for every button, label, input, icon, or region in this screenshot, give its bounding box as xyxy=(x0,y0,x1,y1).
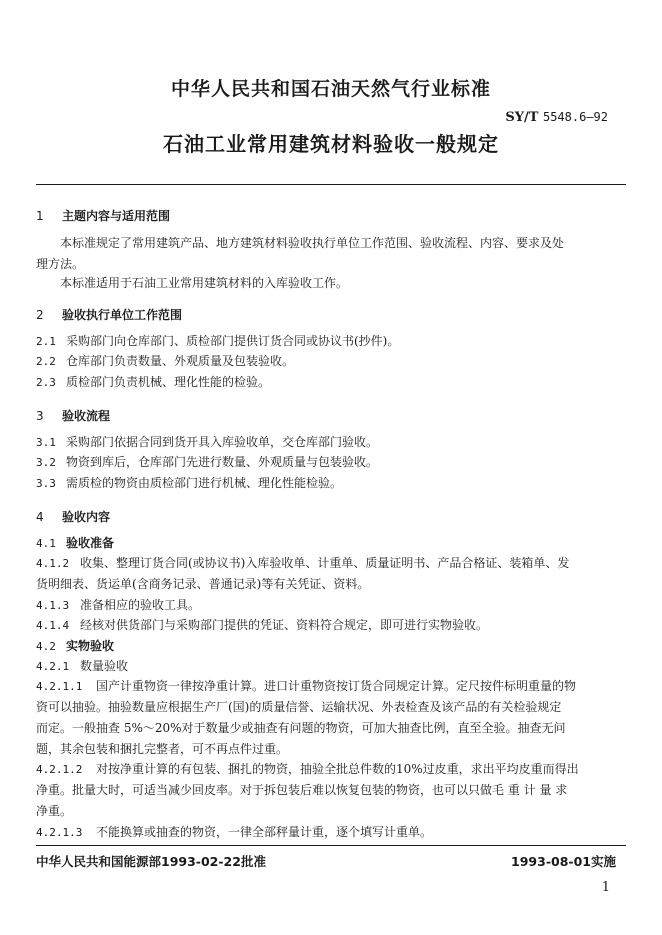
clause-text: 仓库部门负责数量、外观质量及包装验收。 xyxy=(66,354,295,368)
section-3-title: 验收流程 xyxy=(62,409,111,423)
clause-3-3 xyxy=(36,474,342,491)
section-1-paragraph-1-line-1: 本标准规定了常用建筑产品、地方建筑材料验收执行单位工作范围、验收流程、内容、要求及处 xyxy=(60,236,565,250)
clause-number: 3.3 xyxy=(36,477,56,490)
clause-4-1-3 xyxy=(36,596,200,613)
section-3-heading xyxy=(36,407,110,424)
section-4-title: 验收内容 xyxy=(62,510,111,524)
clause-4-1-4 xyxy=(36,616,488,633)
clause-text: 国产计重物资一律按净重计算。进口计重物资按订货合同规定计算。定尺按件标明重量的物 xyxy=(96,679,577,693)
clause-text: 物资到库后，仓库部门先进行数量、外观质量与包装验收。 xyxy=(66,455,379,469)
clause-4-2-1-2-line-3: 净重。 xyxy=(36,804,73,818)
section-3-number: 3 xyxy=(36,409,44,423)
section-1-paragraph-2: 本标准适用于石油工业常用建筑材料的入库验收工作。 xyxy=(60,276,349,290)
section-4-heading xyxy=(36,508,110,525)
section-2-heading xyxy=(36,306,182,323)
clause-title: 验收准备 xyxy=(66,536,115,550)
clause-4-2-1-1-line-1 xyxy=(36,677,576,694)
clause-4-2-1-3 xyxy=(36,823,432,840)
clause-number: 3.2 xyxy=(36,456,56,469)
clause-text: 对按净重计算的有包装、捆扎的物资，抽验全批总件数的10%过皮重，求出平均皮重而得出 xyxy=(96,762,579,776)
subsection-4-1 xyxy=(36,534,114,551)
clause-number: 2.3 xyxy=(36,376,56,389)
industry-standard-heading: 中华人民共和国石油天然气行业标准 xyxy=(170,78,491,100)
subsection-4-2 xyxy=(36,637,114,654)
clause-4-2-1-2-line-2: 净重。批量大时，可适当减少回皮率。对于拆包装后难以恢复包装的物资，也可以只做毛 重 计 量 求 xyxy=(36,783,568,797)
clause-number: 4.1.4 xyxy=(36,619,70,632)
clause-text: 收集、整理订货合同(或协议书)入库验收单、计重单、质量证明书、产品合格证、装箱单、发 xyxy=(80,556,570,570)
clause-2-2 xyxy=(36,352,294,369)
clause-title: 实物验收 xyxy=(66,639,115,653)
document-title: 石油工业常用建筑材料验收一般规定 xyxy=(163,132,499,156)
clause-text: 采购部门依据合同到货开具入库验收单，交仓库部门验收。 xyxy=(66,435,379,449)
clause-number: 4.2 xyxy=(36,640,56,653)
clause-2-1 xyxy=(36,332,399,349)
clause-number: 4.2.1.1 xyxy=(36,680,83,693)
clause-number: 2.2 xyxy=(36,355,56,368)
clause-3-1 xyxy=(36,433,378,450)
footer-divider xyxy=(36,845,626,846)
approval-note: 中华人民共和国能源部1993-02-22批准 xyxy=(36,854,266,869)
standard-code-number: 5548.6—92 xyxy=(542,110,608,124)
section-2-title: 验收执行单位工作范围 xyxy=(62,308,183,322)
clause-text: 需质检的物资由质检部门进行机械、理化性能检验。 xyxy=(66,476,343,490)
clause-text: 采购部门向仓库部门、质检部门提供订货合同或协议书(抄件)。 xyxy=(66,334,400,348)
effective-date: 1993-08-01实施 xyxy=(511,854,616,869)
clause-text: 经核对供货部门与采购部门提供的凭证、资料符合规定，即可进行实物验收。 xyxy=(80,618,489,632)
clause-number: 4.2.1.3 xyxy=(36,826,83,839)
header-divider xyxy=(36,184,626,185)
subsection-4-2-1 xyxy=(36,657,128,674)
section-2-number: 2 xyxy=(36,308,44,322)
section-1-number: 1 xyxy=(36,209,44,223)
clause-4-2-1-1-line-4: 题，其余包装和捆扎完整者，可不再点件过重。 xyxy=(36,742,289,756)
clause-number: 2.1 xyxy=(36,335,56,348)
clause-3-2 xyxy=(36,453,378,470)
clause-4-2-1-1-line-3: 而定。一般抽查 5%～20%对于数量少或抽查有问题的物资，可加大抽查比例，直至全验。抽查无问 xyxy=(36,721,566,735)
clause-number: 4.1.3 xyxy=(36,599,70,612)
clause-text: 质检部门负责机械、理化性能的检验。 xyxy=(66,375,271,389)
clause-4-1-2-line-1 xyxy=(36,554,569,571)
section-1-title: 主题内容与适用范围 xyxy=(62,209,171,223)
section-4-number: 4 xyxy=(36,510,44,524)
clause-text: 准备相应的验收工具。 xyxy=(80,598,201,612)
clause-4-2-1-1-line-2: 资可以抽验。抽验数量应根据生产厂(国)的质量信誉、运输状况、外表检查及该产品的有关检验规定 xyxy=(36,700,562,714)
clause-title: 数量验收 xyxy=(80,659,129,673)
clause-number: 4.2.1.2 xyxy=(36,763,83,776)
clause-2-3 xyxy=(36,373,270,390)
page-number: 1 xyxy=(601,880,610,895)
clause-4-1-2-line-2: 货明细表、货运单(含商务记录、普通记录)等有关凭证、资料。 xyxy=(36,577,370,591)
clause-4-2-1-2-line-1 xyxy=(36,760,579,777)
clause-number: 4.1 xyxy=(36,537,56,550)
clause-number: 4.2.1 xyxy=(36,660,70,673)
clause-number: 3.1 xyxy=(36,436,56,449)
clause-number: 4.1.2 xyxy=(36,557,70,570)
standard-code-prefix: SY/T xyxy=(505,110,539,125)
clause-text: 不能换算或抽查的物资，一律全部秤量计重，逐个填写计重单。 xyxy=(96,825,433,839)
section-1-heading xyxy=(36,207,170,224)
section-1-paragraph-1-line-2: 理方法。 xyxy=(36,257,85,271)
standard-code xyxy=(505,110,608,125)
